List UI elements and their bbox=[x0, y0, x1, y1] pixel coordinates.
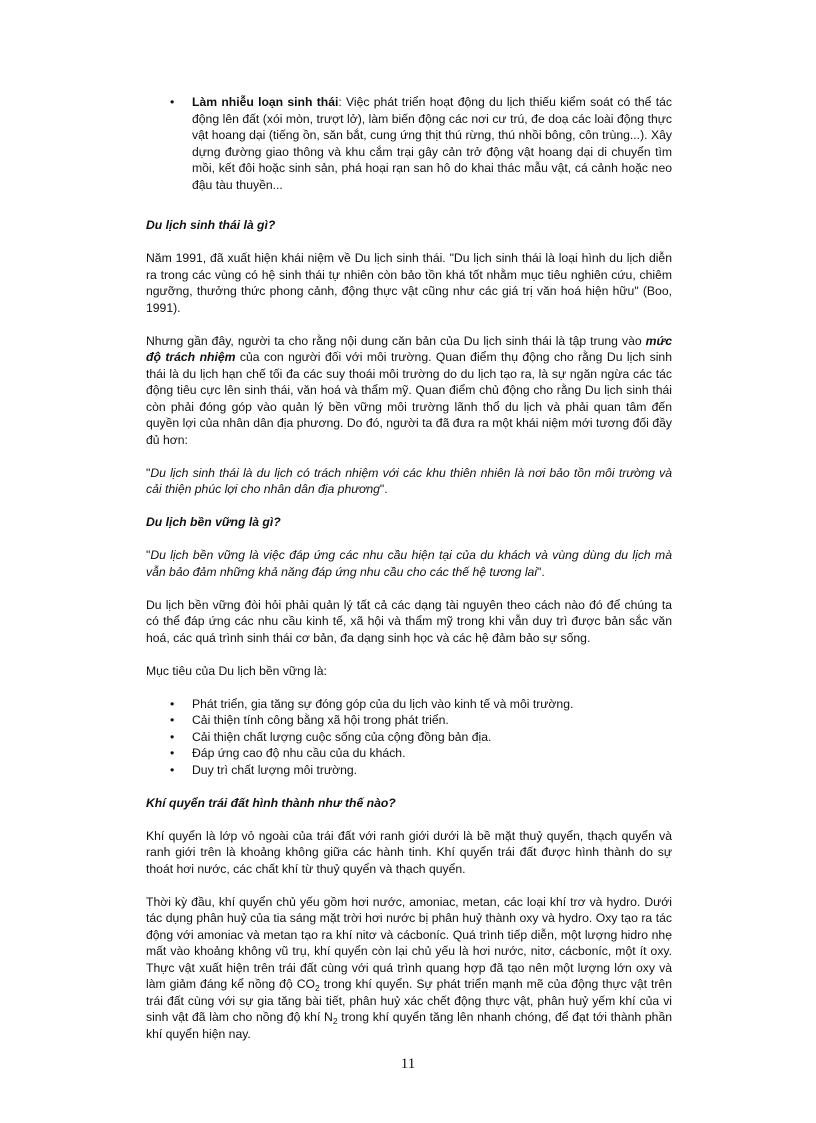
section-heading-atmosphere: Khí quyển trái đất hình thành như thế nào? bbox=[146, 795, 396, 810]
intro-bullet-list bbox=[146, 94, 672, 193]
bullet-icon: • bbox=[170, 729, 175, 744]
goals-intro: Mục tiêu của Du lịch bền vững là: bbox=[146, 663, 327, 678]
bullet-title: Làm nhiễu loạn sinh thái bbox=[192, 95, 339, 109]
quote-paragraph: "Du lịch sinh thái là du lịch có trách nhiệm với các khu thiên nhiên là nơi bảo tồn môi trường và cải thiện phúc lợi cho nhân dân địa phương". bbox=[146, 465, 672, 496]
section-heading-sustainable-tourism: Du lịch bền vững là gì? bbox=[146, 515, 281, 529]
list-item: • Cải thiện chất lượng cuộc sống của cộng đồng bản địa. bbox=[170, 729, 492, 744]
section-heading-ecotourism: Du lịch sinh thái là gì? bbox=[146, 218, 276, 232]
document-page bbox=[146, 94, 672, 1042]
emphasis-text: mức độ trách nhiệm bbox=[146, 333, 672, 364]
bullet-text: : Việc phát triển hoạt động du lịch thiếu kiểm soát có thể tác động lên đất (xói mòn, trượt lở), làm biến động các nơi cư trú, đe doạ các loài động thực vật hoang dại (tiếng ồn, săn bắt, cung ứng thịt thú rừng, thú nhồi bông, côn trùng...). Xây dựng đường giao thông và khu cắm trại gây cản trở động vật hoang dại di chuyển tìm mồi, kết đôi hoặc sinh sản, phá hoại rạn san hô do khai thác mẫu vật, cá cảnh hoặc neo đậu tàu thuyền... bbox=[192, 95, 672, 192]
paragraph: Khí quyển là lớp vỏ ngoài của trái đất với ranh giới dưới là bề mặt thuỷ quyển, thạch quyển và ranh giới trên là khoảng không giữa các hành tinh. Khí quyển trái đất được hình thành do sự thoát hơi nước, các chất khí từ thuỷ quyển và thạch quyển. bbox=[146, 828, 672, 876]
list-item: • Duy trì chất lượng môi trường. bbox=[170, 762, 358, 777]
list-item: • Phát triển, gia tăng sự đóng góp của du lịch vào kinh tế và môi trường. bbox=[170, 696, 574, 711]
paragraph: Du lịch bền vững đòi hỏi phải quản lý tất cả các dạng tài nguyên theo cách nào đó để chúng ta có thể đáp ứng các nhu cầu kinh tế, xã hội và thẩm mỹ trong khi vẫn duy trì được bản sắc văn hoá, các quá trình sinh thái cơ bản, đa dạng sinh học và các hệ đảm bảo sự sống. bbox=[146, 597, 672, 645]
paragraph: Thời kỳ đầu, khí quyển chủ yếu gồm hơi nước, amoniac, metan, các loại khí trơ và hydro. Dưới tác dụng phân huỷ của tia sáng mặt trời hơi nước bị phân huỷ thành oxy và hydro. Oxy tạo ra tác động với amoniac và metan tạo ra khí nitơ và cácboníc. Quá trình tiếp diễn, một lượng hidro nhẹ mất vào khoảng không vũ trụ, khí quyển còn lại chủ yếu là hơi nước, nitơ, cácboníc, một ít oxy. Thực vật xuất hiện trên trái đất cùng với quá trình quang hợp đã tạo nên một lượng lớn oxy và làm giảm đáng kể nồng độ $CO_2$ trong khí quyển. Sự phát triển mạnh mẽ của động thực vật trên trái đất cùng với sự gia tăng bài tiết, phân huỷ xác chết động thực vật, phân huỷ yếm khí của vi sinh vật đã làm cho nồng độ khí $N_2$ trong khí quyển tăng lên nhanh chóng, để đạt tới thành phần khí quyển hiện nay. bbox=[146, 894, 672, 1041]
bullet-icon: • bbox=[170, 95, 175, 109]
list-item: • Cải thiện tính công bằng xã hội trong phát triển. bbox=[170, 713, 449, 727]
list-item bbox=[146, 94, 672, 193]
bullet-icon: • bbox=[170, 746, 175, 760]
quote-paragraph: "Du lịch bền vững là việc đáp ứng các nhu cầu hiện tại của du khách và vùng dùng du lịch mà vẫn bảo đảm những khả năng đáp ứng nhu cầu cho các thế hệ tương lai". bbox=[146, 548, 672, 579]
paragraph: Năm 1991, đã xuất hiện khái niệm về Du lịch sinh thái. "Du lịch sinh thái là loại hình du lịch diễn ra trong các vùng có hệ sinh thái tự nhiên còn bảo tồn khá tốt nhằm mục tiêu nghiên cứu, chiêm ngưỡng, thưởng thức phong cảnh, động thực vật cũng như các giá trị văn hoá hiện hữu" (Boo, 1991). bbox=[146, 251, 672, 315]
bullet-icon: • bbox=[170, 762, 175, 777]
bullet-icon: • bbox=[170, 696, 175, 711]
bullet-icon: • bbox=[170, 713, 175, 727]
paragraph: Nhưng gần đây, người ta cho rằng nội dung căn bản của Du lịch sinh thái là tập trung vào mức độ trách nhiệm của con người đối với môi trường. Quan điểm thụ động cho rằng Du lịch sinh thái là du lịch hạn chế tối đa các suy thoái môi trường do du lịch tạo ra, là sự ngăn ngừa các tác động tiêu cực lên sinh thái, văn hoá và thẩm mỹ. Quan điểm chủ động cho rằng Du lịch sinh thái còn phải đóng góp vào quản lý bền vững môi trường lãnh thổ du lịch và phải quan tâm đến quyền lợi của nhân dân địa phương. Do đó, người ta đã đưa ra một khái niệm mới tương đối đầy đủ hơn: bbox=[146, 333, 672, 447]
list-item: • Đáp ứng cao độ nhu cầu của du khách. bbox=[170, 746, 406, 760]
goals-list bbox=[146, 696, 672, 779]
page-number: 11 bbox=[400, 1056, 416, 1072]
